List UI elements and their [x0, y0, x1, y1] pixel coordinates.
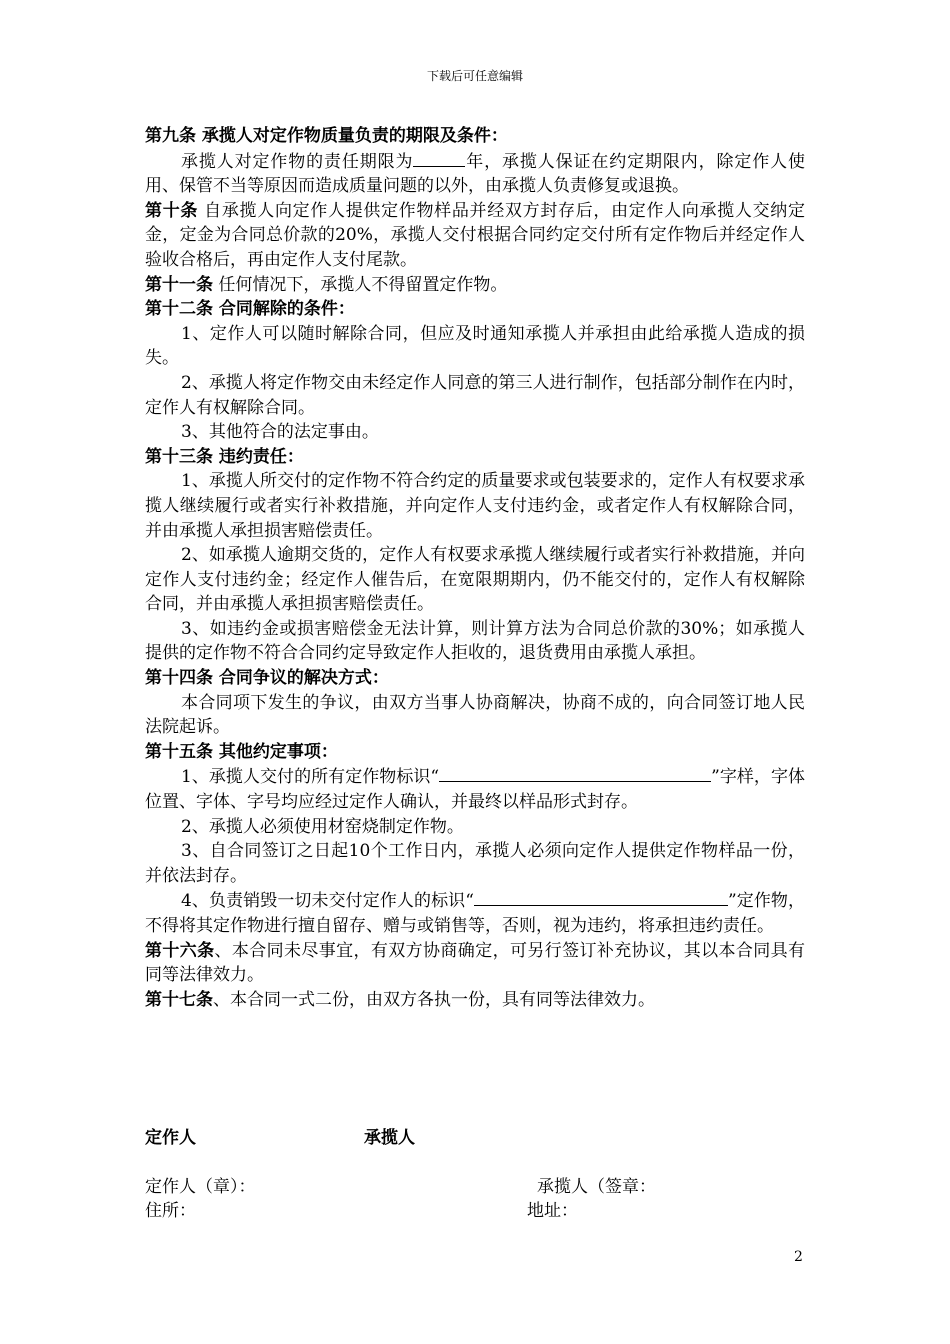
- party-a-label: 定作人: [145, 1128, 196, 1148]
- article-16: [145, 939, 805, 988]
- article-15-item-4-b: ”定作物，不得将其定作物进行擅自留存、赠与或销售等，否则，视为违约，将承担违约责任。: [145, 891, 805, 936]
- page-number: 2: [794, 1249, 803, 1265]
- party-a-address-field: 住所：: [145, 1201, 196, 1221]
- mark-text-blank[interactable]: [439, 764, 711, 782]
- article-9-text-b: 年，承揽人保证在约定期限内，除定作人使用、保管不当等原因而造成质量问题的以外，由承揽人负责修复或退换。: [145, 151, 805, 197]
- article-13-item: 1、承揽人所交付的定作物不符合约定的质量要求或包装要求的，定作人有权要求承揽人继续履行或者实行补救措施，并向定作人支付违约金，或者定作人有权解除合同，并由承揽人承担损害赔偿责任。: [145, 471, 805, 541]
- article-11-label: 第十一条: [145, 274, 213, 295]
- article-15-item-1: [145, 764, 805, 814]
- article-15-item-1-b: ”字样，字体位置、字体、字号均应经过定作人确认，并最终以样品形式封存。: [145, 767, 805, 813]
- article-10: [145, 199, 805, 273]
- party-b-label: 承揽人: [364, 1128, 415, 1148]
- article-9-text-a: 承揽人对定作物的责任期限为: [181, 151, 414, 172]
- article-17: [145, 988, 805, 1013]
- article-17-text: 、本合同一式二份，由双方各执一份，具有同等法律效力。: [213, 989, 655, 1010]
- destroy-mark-blank[interactable]: [474, 888, 728, 906]
- article-12-item: 1、定作人可以随时解除合同，但应及时通知承揽人并承担由此给承揽人造成的损失。: [145, 323, 805, 369]
- article-12-title: 第十二条 合同解除的条件：: [145, 299, 355, 320]
- article-13-title: 第十三条 违约责任：: [145, 446, 304, 467]
- article-15-item-4: [145, 888, 805, 938]
- contract-body: [145, 124, 805, 1012]
- party-a-seal-field: 定作人（章）：: [145, 1177, 256, 1197]
- party-b-address-field: 地址：: [527, 1201, 578, 1221]
- article-15-item-1-a: 1、承揽人交付的所有定作物标识“: [181, 767, 440, 788]
- article-11: [145, 273, 805, 298]
- article-15-item-2: 2、承揽人必须使用材窑烧制定作物。: [181, 816, 464, 837]
- article-13-item: 3、如违约金或损害赔偿金无法计算，则计算方法为合同总价款的30%；如承揽人提供的定作物不符合合同约定导致定作人拒收的，退货费用由承揽人承担。: [145, 618, 805, 664]
- article-15-title: 第十五条 其他约定事项：: [145, 741, 338, 762]
- article-14-title: 第十四条 合同争议的解决方式：: [145, 668, 389, 689]
- article-10-text: 自承揽人向定作人提供定作物样品并经双方封存后，由定作人向承揽人交纳定金，定金为合同总价款的20%，承揽人交付根据合同约定交付所有定作物后并经定作人验收合格后，再由定作人支付尾款。: [145, 200, 805, 270]
- article-16-label: 第十六条: [145, 940, 215, 961]
- article-16-text: 、本合同未尽事宜，有双方协商确定，可另行签订补充协议，其以本合同具有同等法律效力。: [145, 940, 806, 986]
- article-10-label: 第十条: [145, 200, 199, 221]
- article-11-text: 任何情况下，承揽人不得留置定作物。: [213, 274, 508, 295]
- article-9-title: 第九条 承揽人对定作物质量负责的期限及条件：: [145, 126, 508, 146]
- article-15-item-4-a: 4、负责销毁一切未交付定作人的标识“: [181, 891, 474, 912]
- article-9-text: [145, 149, 805, 199]
- party-b-seal-field: 承揽人（签章：: [537, 1177, 656, 1197]
- article-12-item: 2、承揽人将定作物交由未经定作人同意的第三人进行制作，包括部分制作在内时，定作人有权解除合同。: [145, 372, 805, 418]
- article-12-item: 3、其他符合的法定事由。: [181, 422, 379, 443]
- article-15-item-3: 3、自合同签订之日起10个工作日内，承揽人必须向定作人提供定作物样品一份，并依法封存。: [145, 841, 805, 886]
- article-17-label: 第十七条: [145, 989, 213, 1010]
- warranty-period-blank[interactable]: [413, 149, 465, 167]
- page-header: 下载后可任意编辑: [426, 69, 523, 83]
- article-14-text: 本合同项下发生的争议，由双方当事人协商解决，协商不成的，向合同签订地人民法院起诉。: [145, 692, 805, 738]
- article-13-item: 2、如承揽人逾期交货的，定作人有权要求承揽人继续履行或者实行补救措施，并向定作人支付违约金；经定作人催告后，在宽限期期内，仍不能交付的，定作人有权解除合同，并由承揽人承担损害赔偿责任。: [145, 545, 805, 615]
